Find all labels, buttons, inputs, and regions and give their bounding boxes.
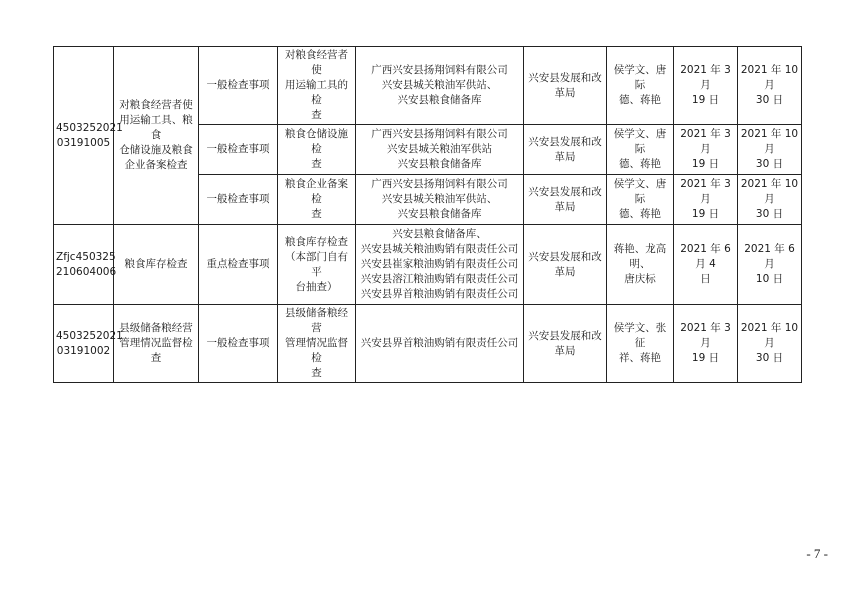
targets-cell: 兴安县界首粮油购销有限责任公司 [356,305,524,383]
targets-cell: 广西兴安县扬翔饲料有限公司 兴安县城关粮油军供站 兴安县粮食储备库 [356,125,524,175]
inspectors-cell: 侯学文、张征 祥、蒋艳 [607,305,674,383]
task-id-cell: Zfjc450325 210604006 [54,225,114,305]
table-row [54,225,802,305]
check-item-cell: 县级储备粮经营 管理情况监督检 查 [278,305,356,383]
check-type-cell: 一般检查事项 [199,125,278,175]
start-date-cell: 2021 年 3 月 19 日 [674,175,738,225]
table-row [54,47,802,125]
check-item-cell: 粮食库存检查 （本部门自有平 台抽查） [278,225,356,305]
dept-cell: 兴安县发展和改 革局 [524,305,607,383]
check-item-cell: 对粮食经营者使 用运输工具的检 查 [278,47,356,125]
task-name-cell: 县级储备粮经营 管理情况监督检 查 [114,305,199,383]
start-date-cell: 2021 年 3 月 19 日 [674,47,738,125]
check-type-cell: 一般检查事项 [199,175,278,225]
dept-cell: 兴安县发展和改 革局 [524,225,607,305]
task-id-cell: 4503252021 03191005 [54,47,114,225]
task-name-cell: 粮食库存检查 [114,225,199,305]
targets-cell: 广西兴安县扬翔饲料有限公司 兴安县城关粮油军供站、 兴安县粮食储备库 [356,175,524,225]
targets-cell: 广西兴安县扬翔饲料有限公司 兴安县城关粮油军供站、 兴安县粮食储备库 [356,47,524,125]
start-date-cell: 2021 年 6 月 4 日 [674,225,738,305]
table-row [54,305,802,383]
inspection-table [53,46,802,383]
end-date-cell: 2021 年 10 月 30 日 [738,305,802,383]
start-date-cell: 2021 年 3 月 19 日 [674,125,738,175]
task-name-cell: 对粮食经营者使 用运输工具、粮食 仓储设施及粮食 企业备案检查 [114,47,199,225]
dept-cell: 兴安县发展和改 革局 [524,175,607,225]
task-id-cell: 4503252021 03191002 [54,305,114,383]
inspectors-cell: 侯学文、唐际 德、蒋艳 [607,175,674,225]
end-date-cell: 2021 年 6 月 10 日 [738,225,802,305]
dept-cell: 兴安县发展和改 革局 [524,125,607,175]
dept-cell: 兴安县发展和改 革局 [524,47,607,125]
end-date-cell: 2021 年 10 月 30 日 [738,47,802,125]
check-type-cell: 一般检查事项 [199,47,278,125]
start-date-cell: 2021 年 3 月 19 日 [674,305,738,383]
check-item-cell: 粮食仓储设施检 查 [278,125,356,175]
inspectors-cell: 侯学文、唐际 德、蒋艳 [607,125,674,175]
end-date-cell: 2021 年 10 月 30 日 [738,175,802,225]
inspectors-cell: 蒋艳、龙高明、 唐庆标 [607,225,674,305]
targets-cell: 兴安县粮食储备库、 兴安县城关粮油购销有限责任公司 兴安县崔家粮油购销有限责任公司 兴安县溶江粮油购销有限责任公司 兴安县界首粮油购销有限责任公司 [356,225,524,305]
check-type-cell: 重点检查事项 [199,225,278,305]
end-date-cell: 2021 年 10 月 30 日 [738,125,802,175]
check-type-cell: 一般检查事项 [199,305,278,383]
inspectors-cell: 侯学文、唐际 德、蒋艳 [607,47,674,125]
check-item-cell: 粮食企业备案检 查 [278,175,356,225]
page-number: - 7 - [806,546,828,561]
